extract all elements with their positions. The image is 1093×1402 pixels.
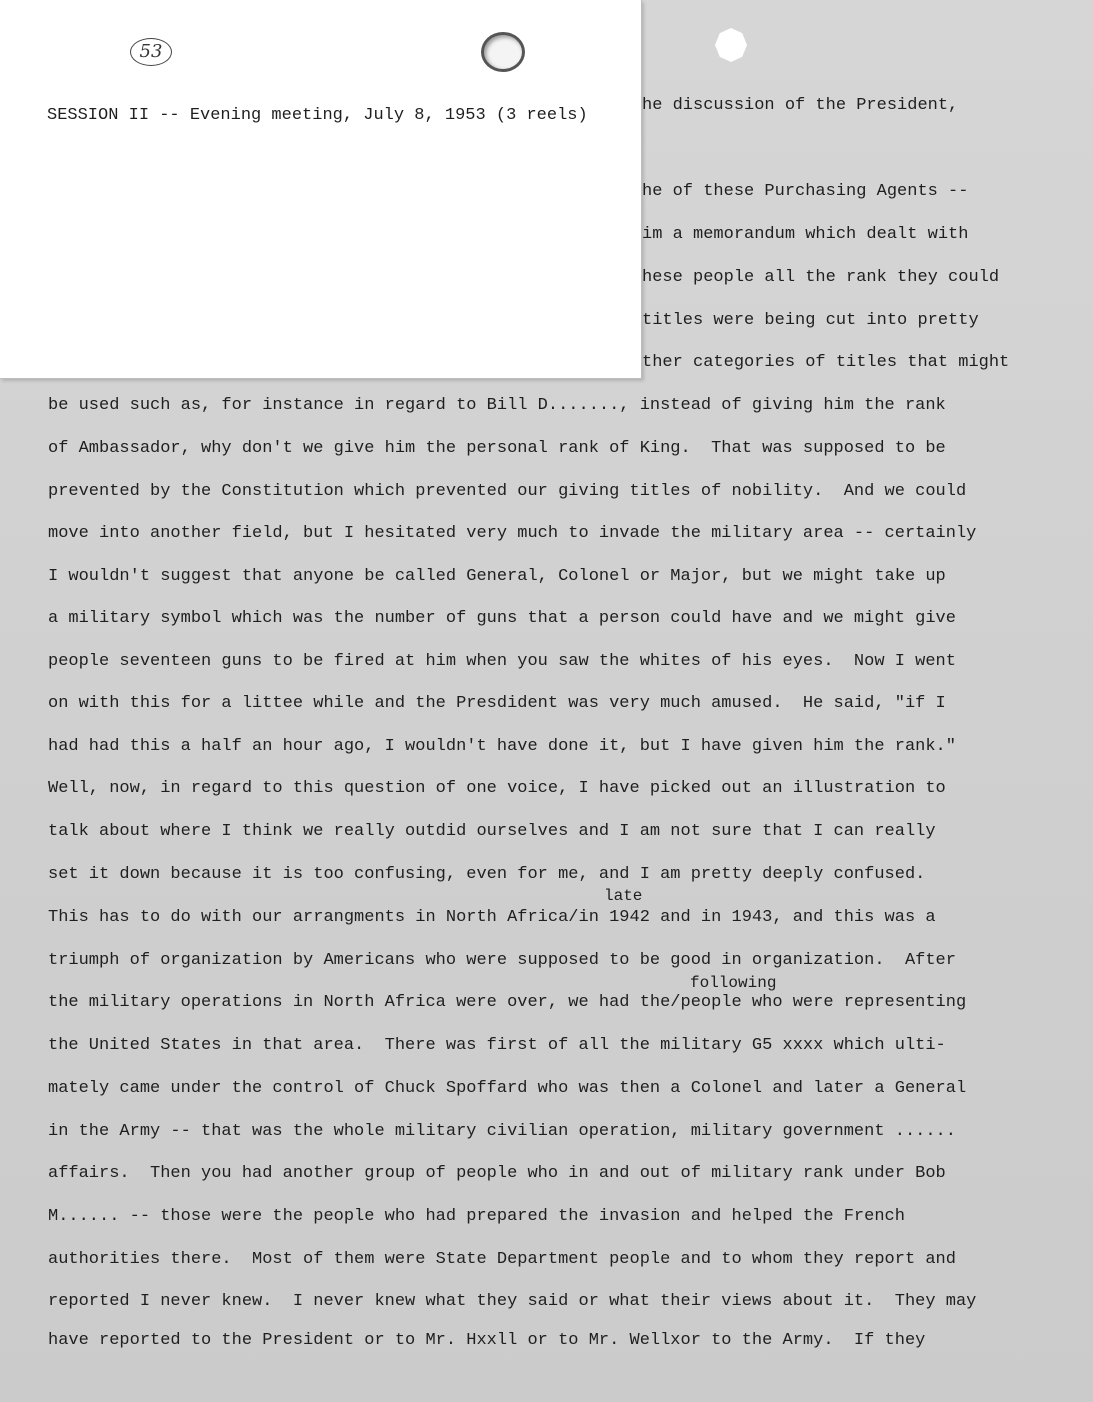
text-line-1: be used such as, for instance in regard to Bill D......., instead of giving him the rank (48, 396, 946, 415)
text-line-16: the United States in that area. There was first of all the military G5 xxxx which ulti- (48, 1036, 946, 1055)
text-line-23: have reported to the President or to Mr. Hxxll or to Mr. Wellxor to the Army. If they (48, 1331, 926, 1350)
text-line-12: set it down because it is too confusing, even for me, and I am pretty deeply confused. (48, 865, 926, 884)
text-line-14: triumph of organization by Americans who were supposed to be good in organization. After (48, 951, 956, 970)
page-number: 53 (130, 38, 172, 66)
text-line-2: of Ambassador, why don't we give him the personal rank of King. That was supposed to be (48, 439, 946, 458)
text-line-6: a military symbol which was the number of guns that a person could have and we might give (48, 609, 956, 628)
fragment-line-5: titles were being cut into pretty (642, 311, 979, 330)
text-line-5: I wouldn't suggest that anyone be called General, Colonel or Major, but we might take up (48, 567, 946, 586)
text-line-20: M...... -- those were the people who had prepared the invasion and helped the French (48, 1207, 905, 1226)
text-line-7: people seventeen guns to be fired at him when you saw the whites of his eyes. Now I went (48, 652, 956, 671)
fragment-line-6: ther categories of titles that might (642, 353, 1010, 372)
fragment-line-2: he of these Purchasing Agents -- (642, 182, 969, 201)
session-title: SESSION II -- Evening meeting, July 8, 1953 (3 reels) (47, 106, 588, 125)
text-line-17: mately came under the control of Chuck Spoffard who was then a Colonel and later a General (48, 1079, 967, 1098)
text-line-10: Well, now, in regard to this question of one voice, I have picked out an illustration to (48, 779, 946, 798)
fragment-line-3: im a memorandum which dealt with (642, 225, 969, 244)
title-card (0, 0, 642, 379)
card-hole-icon (481, 32, 525, 72)
text-line-15: the military operations in North Africa were over, we had the/people who were representing (48, 993, 967, 1012)
handwritten-insert-late: late (604, 887, 643, 905)
text-line-19: affairs. Then you had another group of people who in and out of military rank under Bob (48, 1164, 946, 1183)
text-line-11: talk about where I think we really outdid ourselves and I am not sure that I can really (48, 822, 936, 841)
text-line-18: in the Army -- that was the whole military civilian operation, military government ...... (48, 1122, 956, 1141)
text-line-9: had had this a half an hour ago, I wouldn't have done it, but I have given him the rank." (48, 737, 956, 756)
fragment-line-1: he discussion of the President, (642, 96, 959, 115)
text-line-3: prevented by the Constitution which prevented our giving titles of nobility. And we could (48, 482, 967, 501)
text-line-21: authorities there. Most of them were State Department people and to whom they report and (48, 1250, 956, 1269)
text-line-22: reported I never knew. I never knew what they said or what their views about it. They may (48, 1292, 977, 1311)
punch-hole (715, 28, 747, 62)
text-line-4: move into another field, but I hesitated very much to invade the military area -- certainly (48, 524, 977, 543)
text-line-8: on with this for a littee while and the Presdident was very much amused. He said, "if I (48, 694, 946, 713)
fragment-line-4: hese people all the rank they could (642, 268, 1000, 287)
text-line-13: This has to do with our arrangments in North Africa/in 1942 and in 1943, and this was a (48, 908, 936, 927)
handwritten-insert-following: following (690, 974, 777, 992)
